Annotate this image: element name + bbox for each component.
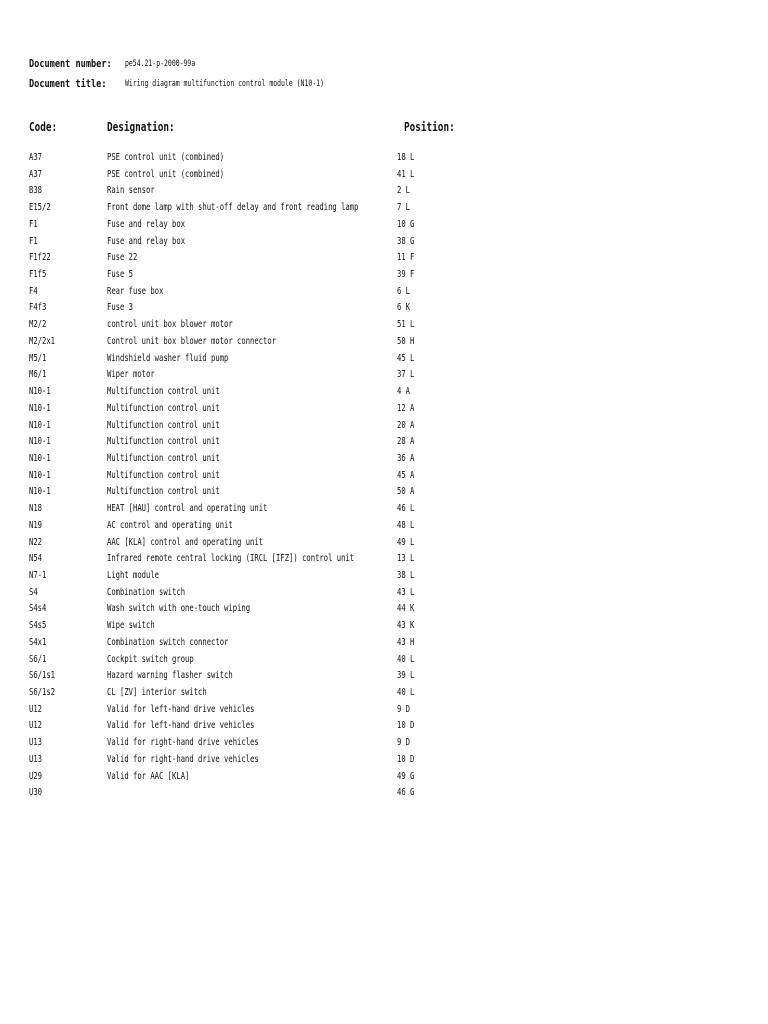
cell-code: N10-1: [29, 402, 51, 414]
column-header-code: Code:: [29, 120, 58, 134]
cell-code: F4: [29, 285, 38, 297]
cell-position: 7 L: [397, 202, 411, 214]
cell-code: N10-1: [29, 486, 51, 498]
cell-designation: Front dome lamp with shut-off delay and front reading lamp: [107, 202, 359, 214]
document-title-value: Wiring diagram multifunction control module (N10-1): [125, 79, 324, 89]
cell-designation: Valid for AAC [KLA]: [107, 770, 190, 782]
cell-designation: PSE control unit (combined): [107, 152, 225, 163]
cell-position: 38 G: [397, 235, 415, 247]
component-table: [29, 152, 509, 804]
cell-designation: Valid for right-hand drive vehicles: [107, 737, 259, 749]
cell-position: 43 K: [397, 620, 415, 632]
cell-position: 40 L: [397, 653, 415, 665]
cell-designation: Valid for left-hand drive vehicles: [107, 720, 255, 732]
table-row: [29, 720, 509, 737]
cell-position: 18 L: [397, 152, 415, 163]
table-row: [29, 185, 509, 202]
table-row: [29, 269, 509, 286]
cell-code: F1: [29, 218, 38, 230]
cell-code: A37: [29, 168, 43, 180]
table-row: [29, 587, 509, 604]
cell-position: 46 G: [397, 787, 415, 799]
cell-designation: Rear fuse box: [107, 285, 164, 297]
table-row: [29, 654, 509, 671]
cell-code: N22: [29, 536, 43, 548]
cell-position: 38 L: [397, 569, 415, 581]
cell-code: S4s4: [29, 603, 47, 615]
cell-code: N7-1: [29, 569, 47, 581]
cell-position: 50 H: [397, 335, 415, 347]
cell-code: B38: [29, 185, 43, 197]
table-row: [29, 286, 509, 303]
table-row: [29, 470, 509, 487]
cell-designation: Multifunction control unit: [107, 486, 220, 498]
cell-designation: Multifunction control unit: [107, 402, 220, 414]
cell-designation: Multifunction control unit: [107, 386, 220, 398]
cell-position: 45 A: [397, 469, 415, 481]
cell-code: M2/2: [29, 319, 47, 331]
cell-designation: Fuse and relay box: [107, 235, 186, 247]
cell-designation: Fuse 5: [107, 269, 134, 281]
cell-code: U13: [29, 753, 43, 765]
table-row: [29, 486, 509, 503]
cell-designation: Fuse 3: [107, 302, 134, 314]
cell-position: 13 L: [397, 553, 415, 565]
cell-code: S4x1: [29, 636, 47, 648]
cell-designation: Wipe switch: [107, 620, 155, 632]
cell-position: 43 L: [397, 586, 415, 598]
table-row: [29, 236, 509, 253]
cell-code: F1f5: [29, 269, 47, 281]
cell-code: N54: [29, 553, 43, 565]
cell-position: 49 L: [397, 536, 415, 548]
cell-designation: Hazard warning flasher switch: [107, 670, 233, 682]
cell-position: 28 A: [397, 436, 415, 448]
table-row: [29, 386, 509, 403]
cell-code: S6/1s2: [29, 687, 56, 698]
table-row: [29, 252, 509, 269]
cell-position: 6 L: [397, 285, 411, 297]
table-row: [29, 436, 509, 453]
table-row: [29, 704, 509, 721]
cell-designation: Multifunction control unit: [107, 469, 220, 481]
cell-designation: Wash switch with one-touch wiping: [107, 603, 251, 615]
table-row: [29, 169, 509, 186]
cell-position: 46 L: [397, 503, 415, 515]
document-number-value: pe54.21-p-2000-99a: [125, 59, 196, 69]
cell-position: 4 A: [397, 386, 411, 398]
cell-designation: HEAT [HAU] control and operating unit: [107, 503, 268, 515]
table-row: [29, 754, 509, 771]
cell-designation: Rain sensor: [107, 185, 155, 197]
cell-code: M5/1: [29, 352, 47, 364]
cell-code: N10-1: [29, 452, 51, 464]
cell-designation: Infrared remote central locking (IRCL [IFZ]) control unit: [107, 553, 355, 565]
cell-code: A37: [29, 152, 43, 163]
cell-code: N10-1: [29, 419, 51, 431]
table-row: [29, 420, 509, 437]
table-row: [29, 537, 509, 554]
table-row: [29, 453, 509, 470]
table-row: [29, 670, 509, 687]
table-row: [29, 520, 509, 537]
cell-code: N18: [29, 503, 43, 515]
cell-position: 2 L: [397, 185, 411, 197]
cell-code: S6/1s1: [29, 670, 56, 682]
cell-position: 37 L: [397, 369, 415, 381]
cell-code: E15/2: [29, 202, 51, 214]
table-row: [29, 603, 509, 620]
table-row: [29, 503, 509, 520]
cell-code: F4f3: [29, 302, 47, 314]
cell-designation: CL [ZV] interior switch: [107, 687, 207, 698]
cell-designation: Combination switch: [107, 586, 186, 598]
cell-position: 11 F: [397, 252, 415, 264]
cell-code: U12: [29, 703, 43, 715]
table-row: [29, 403, 509, 420]
cell-designation: PSE control unit (combined): [107, 168, 225, 180]
cell-position: 49 G: [397, 770, 415, 782]
column-header-designation: Designation:: [107, 120, 175, 134]
table-row: [29, 637, 509, 654]
table-row: [29, 570, 509, 587]
table-row: [29, 152, 509, 169]
table-row: [29, 319, 509, 336]
table-row: [29, 369, 509, 386]
cell-position: 9 D: [397, 703, 411, 715]
table-row: [29, 219, 509, 236]
cell-position: 40 L: [397, 687, 415, 698]
cell-designation: AC control and operating unit: [107, 519, 233, 531]
cell-designation: Fuse 22: [107, 252, 138, 264]
cell-code: U30: [29, 787, 43, 799]
cell-code: U12: [29, 720, 43, 732]
cell-designation: Windshield washer fluid pump: [107, 352, 229, 364]
cell-designation: Wiper motor: [107, 369, 155, 381]
table-row: [29, 353, 509, 370]
cell-designation: Fuse and relay box: [107, 218, 186, 230]
cell-designation: control unit box blower motor: [107, 319, 233, 331]
cell-code: F1: [29, 235, 38, 247]
cell-position: 10 D: [397, 720, 415, 732]
cell-code: S6/1: [29, 653, 47, 665]
cell-position: 51 L: [397, 319, 415, 331]
cell-position: 44 K: [397, 603, 415, 615]
table-row: [29, 302, 509, 319]
cell-code: S4s5: [29, 620, 47, 632]
cell-designation: Multifunction control unit: [107, 436, 220, 448]
document-number-label: Document number:: [29, 57, 112, 70]
cell-designation: Multifunction control unit: [107, 419, 220, 431]
cell-code: N19: [29, 519, 43, 531]
document-title-label: Document title:: [29, 77, 107, 90]
cell-position: 45 L: [397, 352, 415, 364]
cell-code: M6/1: [29, 369, 47, 381]
table-row: [29, 737, 509, 754]
cell-code: N10-1: [29, 386, 51, 398]
cell-position: 36 A: [397, 452, 415, 464]
cell-code: N10-1: [29, 469, 51, 481]
cell-position: 41 L: [397, 168, 415, 180]
cell-position: 20 A: [397, 419, 415, 431]
cell-code: U29: [29, 770, 43, 782]
cell-code: U13: [29, 737, 43, 749]
table-row: [29, 620, 509, 637]
cell-position: 39 L: [397, 670, 415, 682]
cell-code: N10-1: [29, 436, 51, 448]
cell-designation: AAC [KLA] control and operating unit: [107, 536, 264, 548]
cell-position: 9 D: [397, 737, 411, 749]
cell-designation: Control unit box blower motor connector: [107, 335, 277, 347]
cell-position: 10 D: [397, 753, 415, 765]
cell-position: 48 L: [397, 519, 415, 531]
cell-code: F1f22: [29, 252, 51, 264]
cell-designation: Valid for right-hand drive vehicles: [107, 753, 259, 765]
cell-designation: Multifunction control unit: [107, 452, 220, 464]
cell-designation: Valid for left-hand drive vehicles: [107, 703, 255, 715]
table-row: [29, 687, 509, 704]
cell-code: M2/2x1: [29, 335, 56, 347]
cell-designation: Cockpit switch group: [107, 653, 194, 665]
cell-position: 6 K: [397, 302, 411, 314]
cell-code: S4: [29, 586, 38, 598]
table-row: [29, 202, 509, 219]
cell-designation: Light module: [107, 569, 160, 581]
cell-position: 12 A: [397, 402, 415, 414]
column-header-position: Position:: [404, 120, 455, 134]
table-row: [29, 787, 509, 804]
table-row: [29, 771, 509, 788]
table-row: [29, 336, 509, 353]
cell-position: 10 G: [397, 218, 415, 230]
table-row: [29, 553, 509, 570]
cell-position: 50 A: [397, 486, 415, 498]
cell-designation: Combination switch connector: [107, 636, 229, 648]
cell-position: 43 H: [397, 636, 415, 648]
cell-position: 39 F: [397, 269, 415, 281]
